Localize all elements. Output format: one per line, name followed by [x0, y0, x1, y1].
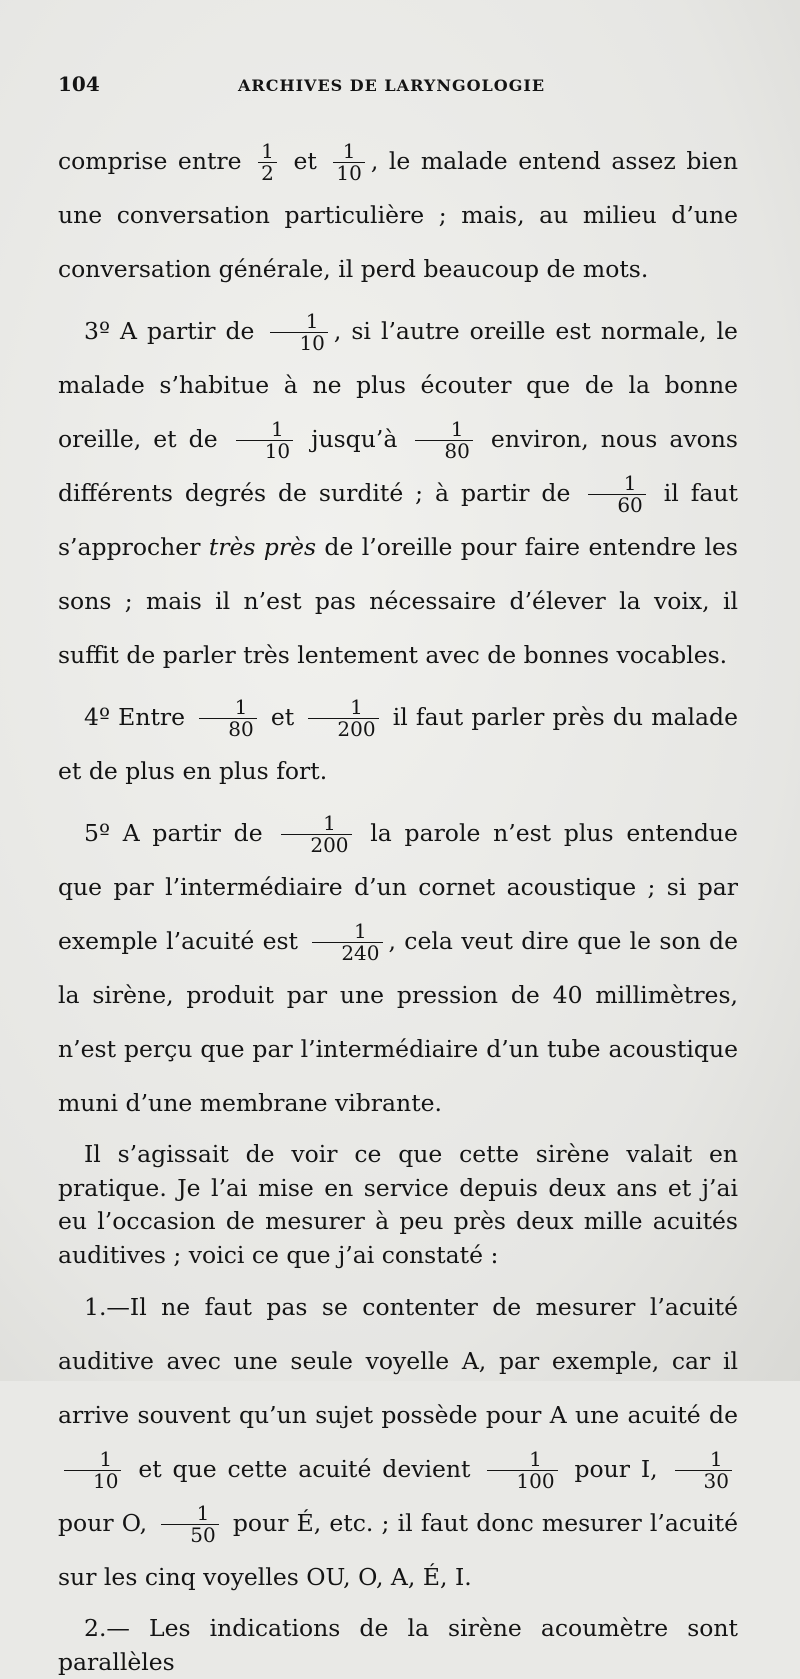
fraction-1-80: $\frac{1}{80}$ [415, 419, 472, 462]
paragraph-3-degree: 3º A partir de $\frac{1}{10}$ , si l’autre oreille est normale, le malade s’habitue à ne plus écouter que de la bonne oreille, et de $\frac{1}{10}$ jusqu’à $\frac{1}{80}$ environ, nous avons différents degrés de surdité ; à partir de $\frac{1}{60}$ il faut s’approcher très près de l’oreille pour faire entendre les sons ; mais il n’est pas nécessaire d’élever la voix, il suffit de parler très lentement avec de bonnes vocables. [58, 309, 738, 669]
paragraph-5-degree: 5º A partir de $\frac{1}{200}$ la parole n’est plus entendue que par l’intermédiaire d’un cornet acoustique ; si par exemple l’acuité est $\frac{1}{240}$ , cela veut dire que le son de la sirène, produit par une pression de 40 millimètres, n’est perçu que par l’intermédiaire d’un tube acoustique muni d’une membrane vibrante. [58, 811, 738, 1117]
paragraph-4-degree: 4º Entre $\frac{1}{80}$ et $\frac{1}{200}$ il faut parler près du malade et de plus en plus fort. [58, 695, 738, 785]
fraction-1-200: $\frac{1}{200}$ [281, 813, 351, 856]
paragraph-point-1: 1.—Il ne faut pas se contenter de mesurer l’acuité auditive avec une seule voyelle A, par exemple, car il arrive souvent qu’un sujet possède pour A une acuité de $\frac{1}{10}$ et que cette acuité devient $\frac{1}{100}$ pour I, $\frac{1}{30}$ pour O, $\frac{1}{50}$ pour É, etc. ; il faut donc mesurer l’acuité sur les cinq voyelles OU, O, A, É, I. [58, 1293, 738, 1591]
fraction-1-10: $\frac{1}{10}$ [64, 1449, 121, 1492]
fraction-1-30: $\frac{1}{30}$ [675, 1449, 732, 1492]
fraction-1-240: $\frac{1}{240}$ [312, 921, 382, 964]
fraction-1-50: $\frac{1}{50}$ [161, 1503, 218, 1546]
fraction-1-2: $\frac{1}{2}$ [258, 141, 277, 184]
running-title: ARCHIVES DE LARYNGOLOGIE [238, 76, 546, 95]
fraction-1-100: $\frac{1}{100}$ [487, 1449, 557, 1492]
paragraph-point-2: 2.— Les indications de la sirène acoumètre sont parallèles [58, 1614, 738, 1676]
fraction-1-60: $\frac{1}{60}$ [588, 473, 645, 516]
page-header [58, 72, 738, 108]
fraction-1-80: $\frac{1}{80}$ [199, 697, 256, 740]
page-number: 104 [58, 72, 100, 96]
paragraph-1: comprise entre $\frac{1}{2}$ et $\frac{1}{10}$ , le malade entend assez bien une conversation particulière ; mais, au milieu d’une conversation générale, il perd beaucoup de mots. [58, 139, 738, 283]
fraction-1-10: $\frac{1}{10}$ [236, 419, 293, 462]
fraction-1-10: $\frac{1}{10}$ [333, 141, 364, 184]
paragraph-siren-practice: Il s’agissait de voir ce que cette sirène valait en pratique. Je l’ai mise en service depuis deux ans et j’ai eu l’occasion de mesurer à peu près deux mille acuités auditives ; voici ce que j’ai constaté : [58, 1140, 738, 1269]
fraction-1-200: $\frac{1}{200}$ [308, 697, 378, 740]
emphasis-tres-pres: très près [208, 533, 317, 561]
fraction-1-10: $\frac{1}{10}$ [270, 311, 327, 354]
